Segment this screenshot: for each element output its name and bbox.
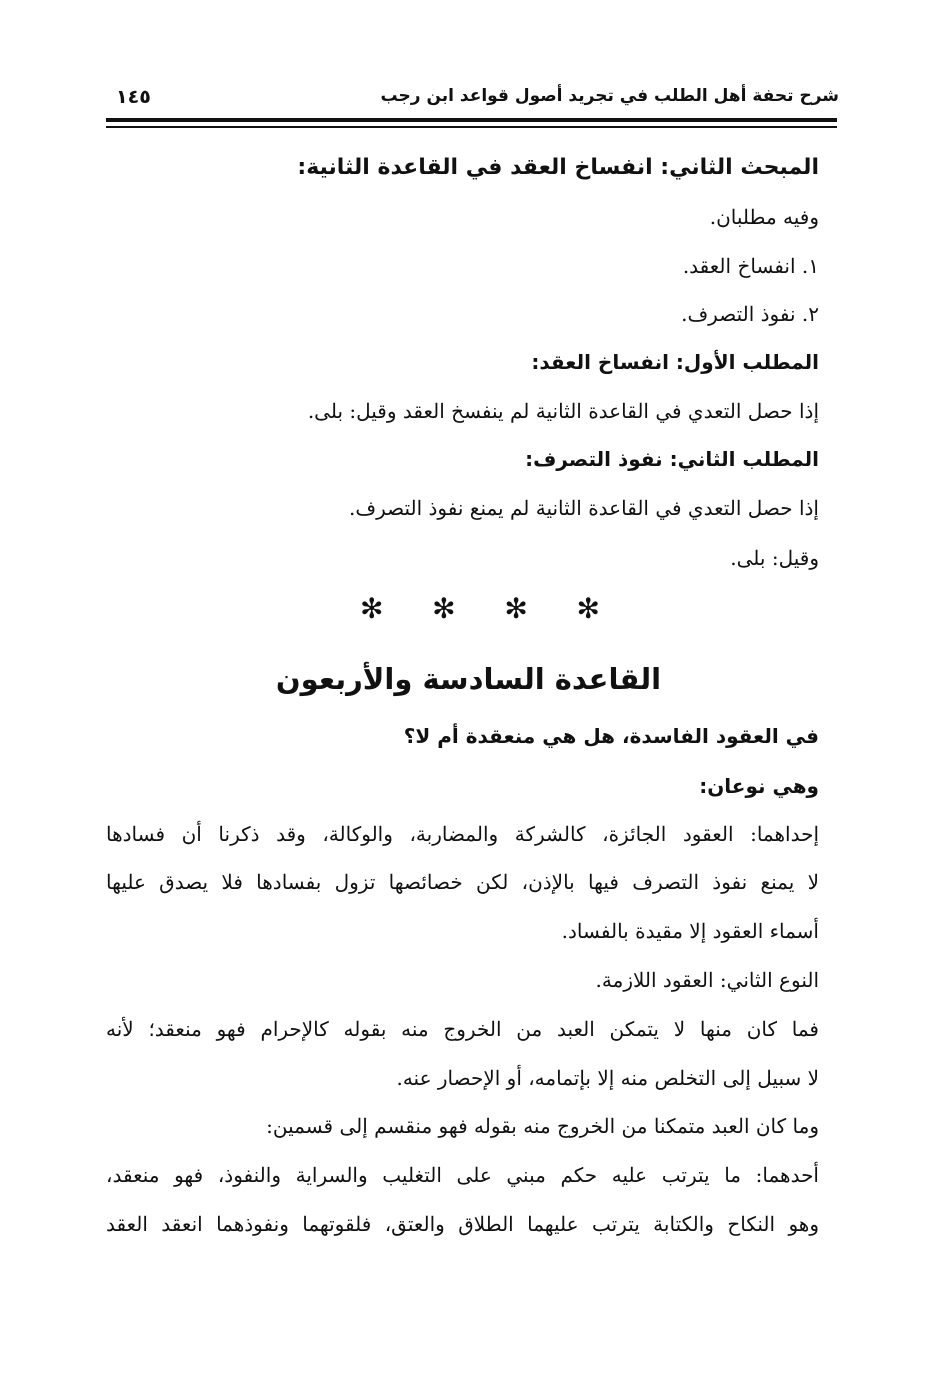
types-intro: وهي نوعان: [699, 774, 819, 798]
asterisk-icon: ✻ [504, 592, 528, 625]
header-rule-thin [106, 126, 837, 128]
type-2-heading: النوع الثاني: العقود اللازمة. [595, 968, 819, 992]
paragraph-2-line-1: فما كان منها لا يتمكن العبد من الخروج منه بقوله كالإحرام فهو منعقد؛ لأنه [106, 1017, 819, 1041]
matlab2-text-2: وقيل: بلى. [730, 546, 819, 570]
section-separator [360, 592, 600, 625]
rule-heading: القاعدة السادسة والأربعون [275, 662, 662, 696]
page-number: ١٤٥ [116, 86, 151, 108]
paragraph-1-line-3: أسماء العقود إلا مقيدة بالفساد. [561, 919, 819, 943]
asterisk-icon: ✻ [360, 592, 384, 625]
paragraph-1-line-2: لا يمنع نفوذ التصرف فيها بالإذن، لكن خصائصها تزول بفسادها فلا يصدق عليها [106, 870, 819, 894]
section-heading: المبحث الثاني: انفساخ العقد في القاعدة الثانية: [297, 155, 819, 180]
asterisk-icon: ✻ [576, 592, 600, 625]
paragraph-4-line-2: وهو النكاح والكتابة يترتب عليهما الطلاق والعتق، فلقوتهما ونفوذهما انعقد العقد [106, 1212, 819, 1236]
asterisk-icon: ✻ [432, 592, 456, 625]
matlab1-text: إذا حصل التعدي في القاعدة الثانية لم ينفسخ العقد وقيل: بلى. [307, 399, 819, 423]
matlab2-text: إذا حصل التعدي في القاعدة الثانية لم يمنع نفوذ التصرف. [349, 496, 819, 520]
paragraph-1-line-1: إحداهما: العقود الجائزة، كالشركة والمضاربة، والوكالة، وقد ذكرنا أن فسادها [106, 822, 819, 846]
rule-question: في العقود الفاسدة، هل هي منعقدة أم لا؟ [403, 724, 819, 748]
header-rule-thick [106, 118, 837, 122]
matlab1-heading: المطلب الأول: انفساخ العقد: [531, 350, 819, 374]
matlab2-heading: المطلب الثاني: نفوذ التصرف: [525, 447, 819, 471]
section-intro: وفيه مطلبان. [709, 205, 819, 229]
list-item-1: ١. انفساخ العقد. [682, 254, 819, 278]
list-item-2: ٢. نفوذ التصرف. [681, 302, 819, 326]
running-header-title: شرح تحفة أهل الطلب في تجريد أصول قواعد ابن رجب [380, 86, 839, 106]
paragraph-3: وما كان العبد متمكنا من الخروج منه بقوله فهو منقسم إلى قسمين: [266, 1114, 819, 1138]
paragraph-2-line-2: لا سبيل إلى التخلص منه إلا بإتمامه، أو الإحصار عنه. [396, 1066, 819, 1090]
paragraph-4-line-1: أحدهما: ما يترتب عليه حكم مبني على التغليب والسراية والنفوذ، فهو منعقد، [106, 1163, 819, 1187]
